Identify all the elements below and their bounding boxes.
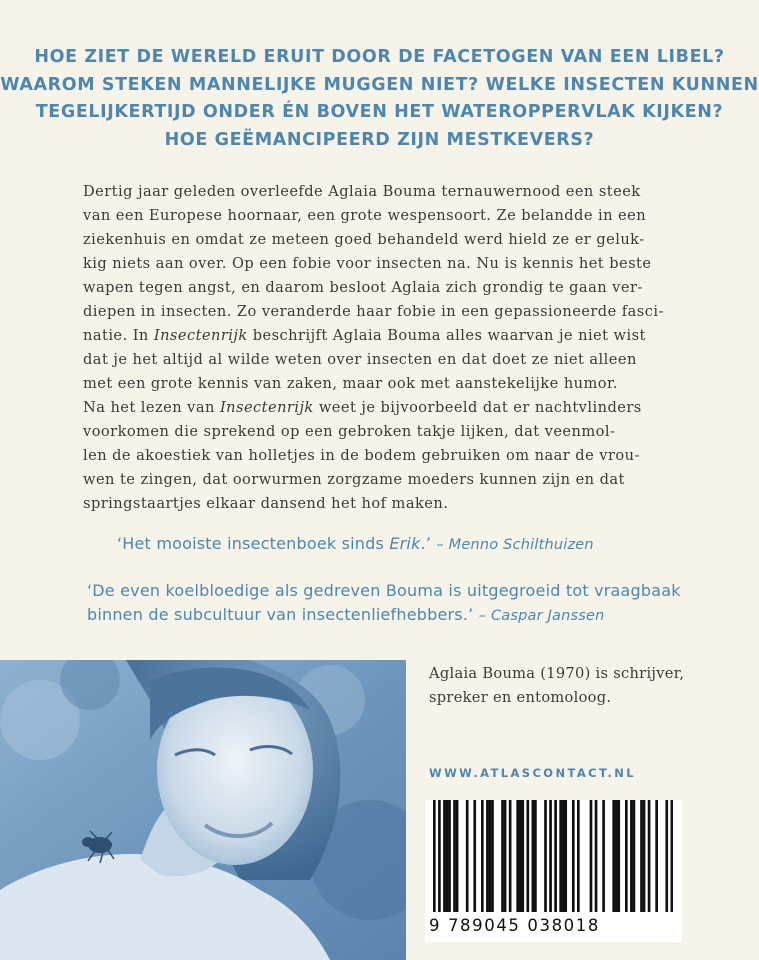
isbn-barcode	[425, 800, 682, 942]
quote-work-title: Erik	[389, 534, 421, 553]
barcode-bar	[504, 800, 507, 912]
blurb-line: kig niets aan over. Op een fobie voor insecten na. Nu is kennis het beste	[83, 255, 652, 272]
blurb-fragment: Na het lezen van	[83, 399, 220, 416]
barcode-bar	[640, 800, 643, 912]
barcode-bar	[648, 800, 651, 912]
headline-line: WAAROM STEKEN MANNELIJKE MUGGEN NIET? WELKE INSECTEN KUNNEN	[0, 74, 759, 95]
barcode-bar	[453, 800, 456, 912]
barcode-digits: 9 789045 038018	[429, 916, 600, 935]
blurb-text	[83, 180, 683, 516]
barcode-bar	[446, 800, 449, 912]
quote-text: binnen de subcultuur van insectenliefhebbers.’	[87, 605, 474, 624]
barcode-bar	[590, 800, 593, 912]
blurb-line: voorkomen die sprekend op een gebroken takje lijken, dat veenmol-	[83, 423, 616, 440]
barcode-bar	[633, 800, 636, 912]
book-title: Insectenrijk	[219, 399, 314, 416]
barcode-bar	[456, 800, 459, 912]
barcode-bar	[489, 800, 492, 912]
blurb-fragment: beschrijft Aglaia Bouma alles waarvan je niet wist	[247, 327, 646, 344]
barcode-bar	[670, 800, 673, 912]
blurb-line: van een Europese hoornaar, een grote wespensoort. Ze belandde in een	[83, 207, 647, 224]
blurb-line	[83, 324, 683, 348]
barcode-bar	[501, 800, 504, 912]
barcode-bar	[534, 800, 537, 912]
barcode-bar	[612, 800, 615, 912]
author-bio	[429, 662, 684, 710]
blurb-fragment: weet je bijvoorbeeld dat er nachtvlinders	[313, 399, 642, 416]
headline-line: HOE ZIET DE WERELD ERUIT DOOR DE FACETOGEN VAN EEN LIBEL?	[34, 47, 725, 67]
blurb-line	[83, 396, 683, 420]
barcode-bar	[448, 800, 451, 912]
blurb-line: wapen tegen angst, en daarom besloot Aglaia zich grondig te gaan ver-	[83, 279, 643, 296]
review-quote-2	[87, 579, 681, 628]
barcode-bar	[433, 800, 436, 912]
barcode-bar	[617, 800, 620, 912]
bio-line: spreker en entomoloog.	[429, 689, 612, 706]
blurb-line: len de akoestiek van holletjes in de bodem gebruiken om naar de vrou-	[83, 447, 640, 464]
barcode-bar	[491, 800, 494, 912]
barcode-bar	[595, 800, 598, 912]
barcode-bar	[516, 800, 519, 912]
barcode-bar	[572, 800, 575, 912]
quote-text: ‘Het mooiste insectenboek sinds	[117, 534, 390, 553]
headline-line: HOE GEËMANCIPEERD ZIJN MESTKEVERS?	[164, 129, 595, 150]
barcode-bar	[481, 800, 484, 912]
blurb-line: ziekenhuis en omdat ze meteen goed behandeld werd hield ze er geluk-	[83, 231, 645, 248]
barcode-bars	[433, 800, 673, 918]
barcode-bar	[549, 800, 552, 912]
barcode-bar	[559, 800, 562, 912]
barcode-bar	[486, 800, 489, 912]
barcode-bar	[665, 800, 668, 912]
barcode-bar	[625, 800, 628, 912]
author-photo-image	[0, 660, 406, 960]
barcode-bar	[509, 800, 512, 912]
book-title: Insectenrijk	[153, 327, 248, 344]
barcode-bar	[564, 800, 567, 912]
barcode-bar	[630, 800, 633, 912]
barcode-bar	[521, 800, 524, 912]
quote-line	[87, 603, 681, 628]
barcode-bar	[532, 800, 535, 912]
headline-questions	[0, 44, 759, 154]
blurb-fragment: natie.	[83, 327, 128, 344]
blurb-line: diepen in insecten. Zo veranderde haar fobie in een gepassioneerde fasci-	[83, 303, 664, 320]
barcode-bar	[562, 800, 565, 912]
barcode-bar	[519, 800, 522, 912]
quote-text: .’	[420, 534, 432, 553]
barcode-bar	[615, 800, 618, 912]
quote-author: – Menno Schilthuizen	[436, 537, 594, 553]
barcode-bar	[577, 800, 580, 912]
blurb-line: met een grote kennis van zaken, maar ook met aanstekelijke humor.	[83, 375, 618, 392]
barcode-bar	[526, 800, 529, 912]
bio-line: Aglaia Bouma (1970) is schrijver,	[429, 665, 685, 682]
barcode-bar	[602, 800, 605, 912]
barcode-bar	[643, 800, 646, 912]
blurb-line: dat je het altijd al wilde weten over insecten en dat doet ze niet alleen	[83, 351, 637, 368]
barcode-bar	[473, 800, 476, 912]
barcode-bar	[554, 800, 557, 912]
publisher-website[interactable]: WWW.ATLASCONTACT.NL	[429, 766, 636, 780]
blurb-line: wen te zingen, dat oorwurmen zorgzame moeders kunnen zijn en dat	[83, 471, 625, 488]
barcode-bar	[544, 800, 547, 912]
blurb-fragment: In	[132, 327, 154, 344]
barcode-bar	[655, 800, 658, 912]
blurb-line: springstaartjes elkaar dansend het hof maken.	[83, 495, 449, 512]
quote-text: ‘De even koelbloedige als gedreven Bouma is uitgegroeid tot vraagbaak	[87, 581, 681, 600]
barcode-bar	[438, 800, 441, 912]
review-quote-1	[117, 532, 594, 557]
blurb-line: Dertig jaar geleden overleefde Aglaia Bouma ternauwernood een steek	[83, 183, 641, 200]
headline-line: TEGELIJKERTIJD ONDER ÉN BOVEN HET WATEROPPERVLAK KIJKEN?	[35, 102, 724, 122]
quote-author: – Caspar Janssen	[478, 608, 605, 624]
author-photo	[0, 660, 406, 960]
barcode-bar	[443, 800, 446, 912]
barcode-bar	[466, 800, 469, 912]
